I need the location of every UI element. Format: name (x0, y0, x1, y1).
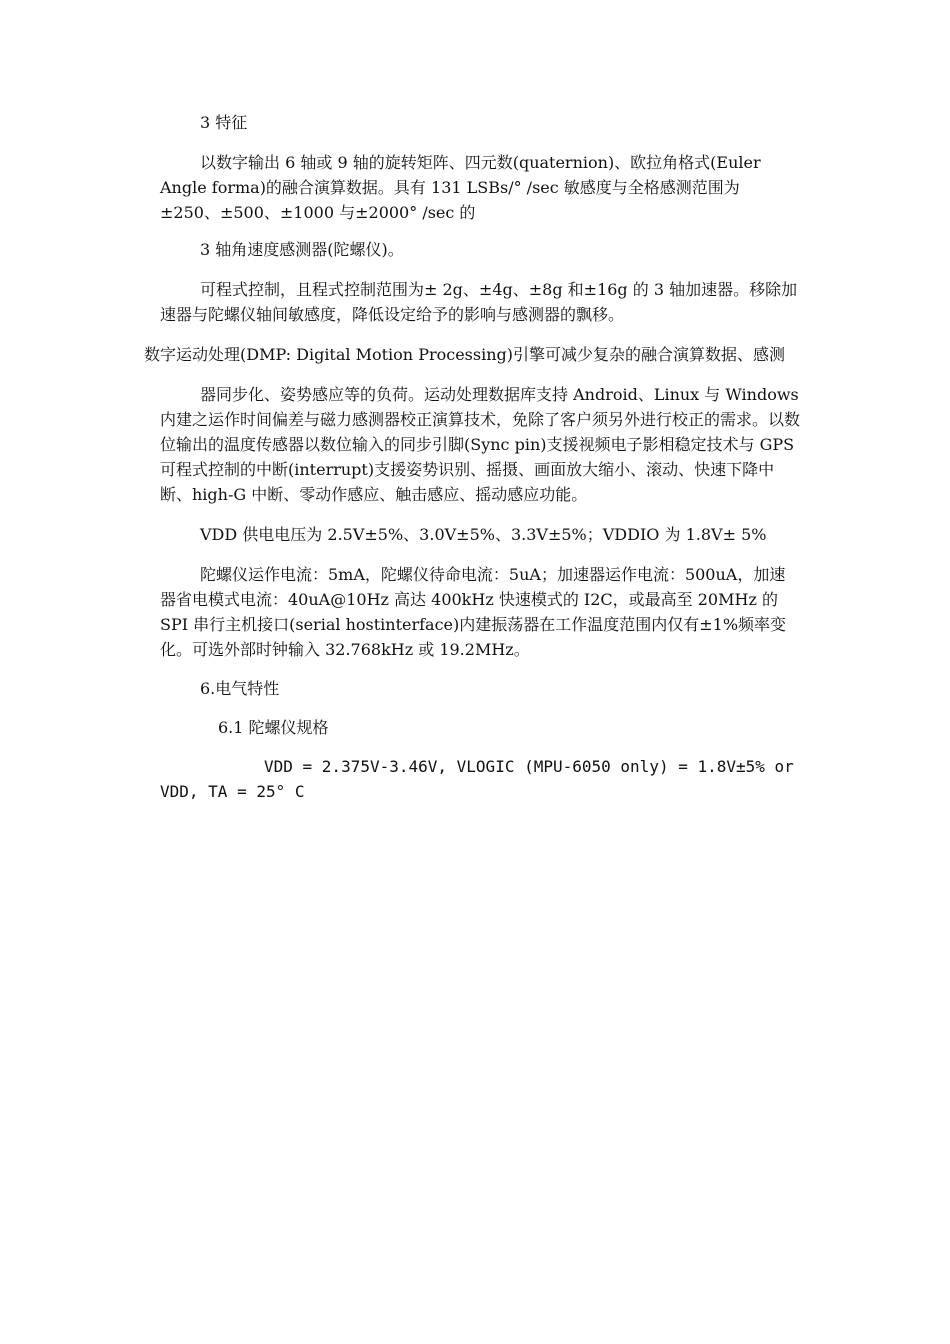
spec-conditions: VDD = 2.375V-3.46V, VLOGIC (MPU-6050 only) = 1.8V±5% or VDD, TA = 25° C (160, 757, 794, 801)
document-body (144, 110, 801, 804)
paragraph-supply-voltage: VDD 供电电压为 2.5V±5%、3.0V±5%、3.3V±5%；VDDIO 为 1.8V± 5% (200, 525, 767, 544)
section-title-features: 3 特征 (200, 113, 248, 132)
paragraph-dmp: 数字运动处理(DMP: Digital Motion Processing)引擎可减少复杂的融合演算数据、感测 (144, 345, 785, 364)
paragraph-sync-and-features: 器同步化、姿势感应等的负荷。运动处理数据库支持 Android、Linux 与 Windows 内建之运作时间偏差与磁力感测器校正演算技术，免除了客户须另外进行校正的需求。以数位输出的温度传感器以数位输入的同步引脚(Sync pin)支援视频电子影相稳定技术与 GPS 可程式控制的中断(interrupt)支援姿势识别、摇摄、画面放大缩小、滚动、快速下降中断、high-G 中断、零动作感应、触击感应、摇动感应功能。 (160, 385, 801, 504)
paragraph-fusion-output: 以数字输出 6 轴或 9 轴的旋转矩阵、四元数(quaternion)、欧拉角格式(Euler Angle forma)的融合演算数据。具有 131 LSBs/° /sec 敏感度与全格感测范围为±250、±500、±1000 与±2000° /sec 的 (160, 153, 761, 222)
paragraph-gyroscope: 3 轴角速度感测器(陀螺仪)。 (200, 240, 404, 259)
paragraph-accelerometer: 可程式控制，且程式控制范围为± 2g、±4g、±8g 和±16g 的 3 轴加速器。移除加速器与陀螺仪轴间敏感度，降低设定给予的影响与感测器的飘移。 (160, 280, 798, 324)
paragraph-current-and-interface: 陀螺仪运作电流：5mA，陀螺仪待命电流：5uA；加速器运作电流：500uA，加速器省电模式电流：40uA@10Hz 高达 400kHz 快速模式的 I2C，或最高至 20MHz 的 SPI 串行主机接口(serial hostinterface)内建振荡器在工作温度范围内仅有±1%频率变化。可选外部时钟输入 32.768kHz 或 19.2MHz。 (160, 565, 787, 659)
section-title-electrical-characteristics: 6.电气特性 (200, 679, 280, 698)
subsection-title-gyroscope-spec: 6.1 陀螺仪规格 (218, 718, 329, 737)
